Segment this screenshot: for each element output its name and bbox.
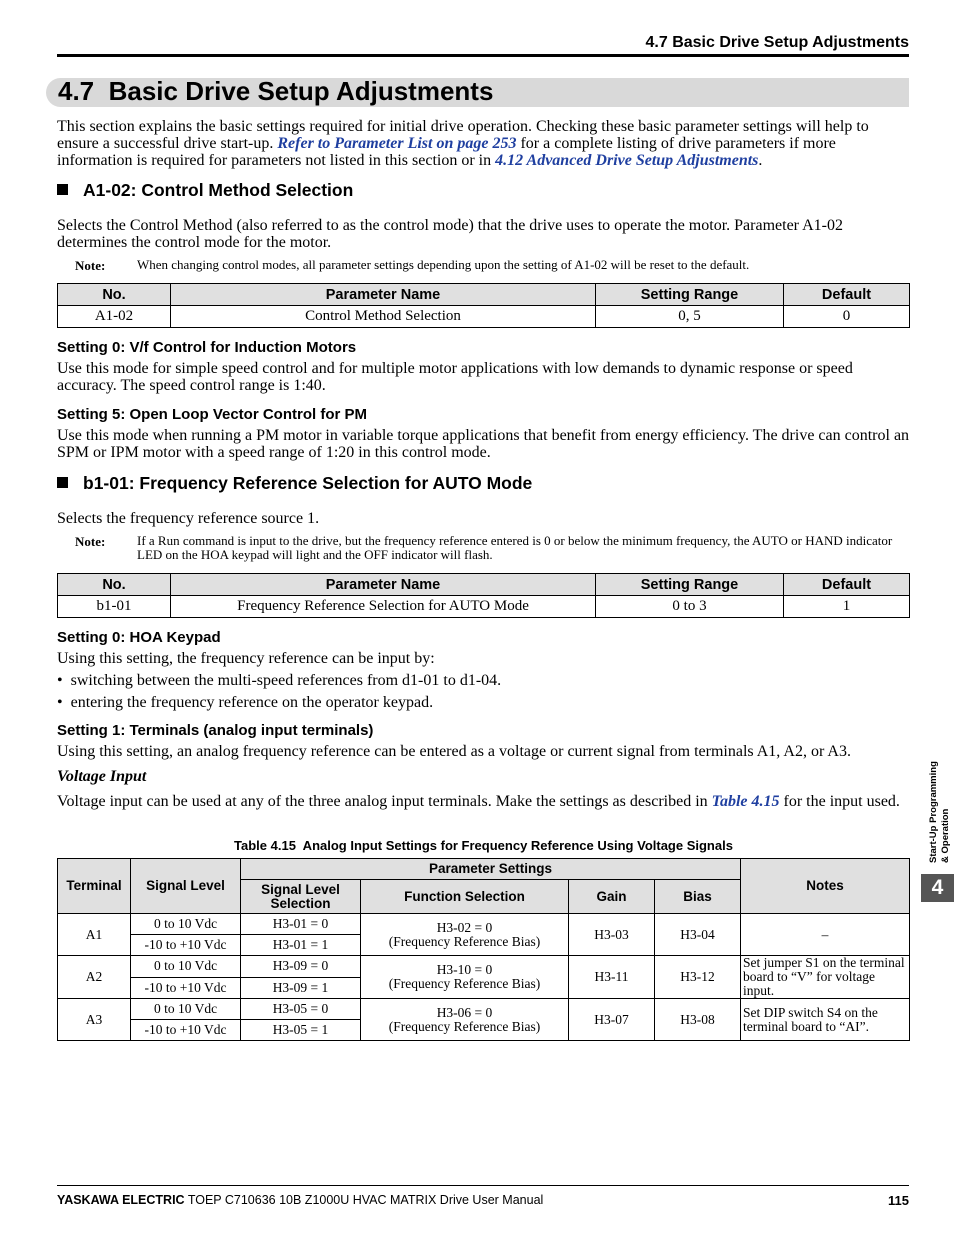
col-parameter-name: Parameter Name (171, 284, 596, 306)
cell-bias: H3-12 (655, 956, 741, 999)
cell-signal-level-selection: H3-09 = 0 (241, 956, 361, 978)
parameter-list-link[interactable]: Refer to Parameter List on page 253 (277, 135, 517, 152)
square-bullet-icon (57, 184, 68, 195)
cell-gain: H3-07 (569, 999, 655, 1041)
side-label-line-1: Start-Up Programming (928, 761, 939, 863)
b1-01-setting-1-heading: Setting 1: Terminals (analog input terminals) (57, 722, 374, 739)
col-terminal: Terminal (58, 859, 131, 914)
cell-function-selection: H3-02 = 0 (Frequency Reference Bias) (361, 914, 569, 956)
a1-02-note-label: Note: (75, 258, 106, 273)
cell-signal-level-selection: H3-01 = 1 (241, 935, 361, 956)
a1-02-body: Selects the Control Method (also referred to as the control mode) that the drive uses to operate the motor. Parameter A1-02 determines the control mode for the motor. (57, 217, 843, 251)
intro-text-1: This section explains the basic settings required for initial drive operation. Checking these basic parameter settings will help to ensure a successful drive start-up. (57, 118, 869, 152)
table-row (58, 999, 910, 1020)
voltage-input-heading: Voltage Input (57, 768, 147, 785)
running-header: 4.7 Basic Drive Setup Adjustments (645, 34, 909, 51)
b1-01-note-label: Note: (75, 534, 106, 549)
cell-notes: Set DIP switch S4 on the terminal board to “AI”. (741, 999, 910, 1041)
intro-paragraph (57, 118, 910, 169)
b1-01-setting-0-body: Using this setting, the frequency reference can be input by: (57, 650, 435, 667)
list-item: • switching between the multi-speed references from d1-01 to d1-04. (57, 672, 502, 689)
col-gain: Gain (569, 880, 655, 914)
cell-setting-range: 0, 5 (596, 306, 784, 328)
cell-bias: H3-08 (655, 999, 741, 1041)
b1-01-setting-1-body: Using this setting, an analog frequency reference can be entered as a voltage or current signal from terminals A1, A2, or A3. (57, 743, 851, 760)
chapter-tab[interactable]: 4 (921, 874, 954, 902)
col-default: Default (784, 284, 910, 306)
a1-02-parameter-table (57, 283, 910, 328)
footer-doc-title: TOEP C710636 10B Z1000U HVAC MATRIX Drive User Manual (184, 1193, 544, 1207)
table-row (58, 306, 910, 328)
cell-signal-level: 0 to 10 Vdc (131, 956, 241, 978)
col-parameter-name: Parameter Name (171, 574, 596, 596)
cell-parameter-name: Control Method Selection (171, 306, 596, 328)
cell-signal-level: 0 to 10 Vdc (131, 914, 241, 935)
col-no: No. (58, 284, 171, 306)
b1-01-setting-0-heading: Setting 0: HOA Keypad (57, 629, 221, 646)
cell-signal-level: 0 to 10 Vdc (131, 999, 241, 1020)
b1-01-parameter-table (57, 573, 910, 618)
cell-terminal: A1 (58, 914, 131, 956)
a1-02-setting-5-body: Use this mode when running a PM motor in variable torque applications that benefit from energy efficiency. The drive can control an SPM or IPM motor with a speed range of 1:20 in this control mode. (57, 427, 910, 461)
square-bullet-icon (57, 477, 68, 488)
intro-text-3: . (758, 152, 763, 169)
chapter-side-label (905, 735, 954, 865)
list-item: • entering the frequency reference on the operator keypad. (57, 694, 434, 711)
col-setting-range: Setting Range (596, 574, 784, 596)
cell-signal-level-selection: H3-05 = 1 (241, 1020, 361, 1041)
cell-no: A1-02 (58, 306, 171, 328)
col-signal-level-selection: Signal Level Selection (241, 880, 361, 914)
cell-gain: H3-11 (569, 956, 655, 999)
voltage-input-body: Voltage input can be used at any of the three analog input terminals. Make the settings as described in Table 4.15 for the input used. (57, 793, 900, 810)
cell-gain: H3-03 (569, 914, 655, 956)
cell-notes: Set jumper S1 on the terminal board to “V” for voltage input. (741, 956, 910, 999)
table-4-15 (57, 858, 910, 1041)
cell-default: 1 (784, 596, 910, 618)
cell-default: 0 (784, 306, 910, 328)
cell-parameter-name: Frequency Reference Selection for AUTO Mode (171, 596, 596, 618)
cell-terminal: A2 (58, 956, 131, 999)
cell-no: b1-01 (58, 596, 171, 618)
cell-signal-level-selection: H3-05 = 0 (241, 999, 361, 1020)
cell-terminal: A3 (58, 999, 131, 1041)
intro-text-2: for a complete listing of drive parameters if more information is required for parameters not listed in this section or in (57, 135, 836, 169)
table-row (58, 596, 910, 618)
cell-setting-range: 0 to 3 (596, 596, 784, 618)
a1-02-setting-5-heading: Setting 5: Open Loop Vector Control for PM (57, 406, 367, 423)
footer-brand: YASKAWA ELECTRIC (57, 1193, 185, 1207)
cell-function-selection: H3-06 = 0 (Frequency Reference Bias) (361, 999, 569, 1041)
b1-01-note: If a Run command is input to the drive, but the frequency reference entered is 0 or below the minimum frequency, the AUTO or HAND indicator LED on the HOA keypad will light and the OFF indicator will flash. (137, 533, 893, 562)
b1-01-body: Selects the frequency reference source 1. (57, 510, 320, 527)
a1-02-heading: A1-02: Control Method Selection (57, 180, 353, 201)
cell-signal-level-selection: H3-09 = 1 (241, 977, 361, 999)
table-row (58, 956, 910, 978)
section-title: 4.7 Basic Drive Setup Adjustments (58, 76, 494, 106)
table-4-15-link[interactable]: Table 4.15 (711, 793, 780, 810)
a1-02-setting-0-body: Use this mode for simple speed control and for multiple motor applications with low demands to dynamic response or speed accuracy. The speed control range is 1:40. (57, 360, 853, 394)
a1-02-setting-0-heading: Setting 0: V/f Control for Induction Motors (57, 339, 357, 356)
col-parameter-settings: Parameter Settings (241, 859, 741, 880)
cell-bias: H3-04 (655, 914, 741, 956)
col-function-selection: Function Selection (361, 880, 569, 914)
col-signal-level: Signal Level (131, 859, 241, 914)
footer-rule (57, 1185, 909, 1186)
side-label-line-2: & Operation (940, 808, 951, 863)
a1-02-note: When changing control modes, all parameter settings depending upon the setting of A1-02 will be reset to the default. (137, 257, 750, 272)
advanced-setup-link[interactable]: 4.12 Advanced Drive Setup Adjustments (495, 152, 759, 169)
b1-01-heading: b1-01: Frequency Reference Selection for AUTO Mode (57, 473, 532, 494)
col-setting-range: Setting Range (596, 284, 784, 306)
table-4-15-caption: Table 4.15 Analog Input Settings for Frequency Reference Using Voltage Signals (234, 838, 733, 853)
col-no: No. (58, 574, 171, 596)
cell-notes: – (741, 914, 910, 956)
footer-doc-info (57, 1193, 543, 1207)
header-rule (57, 54, 909, 57)
page-number: 115 (888, 1193, 909, 1208)
cell-signal-level: -10 to +10 Vdc (131, 1020, 241, 1041)
col-notes: Notes (741, 859, 910, 914)
cell-signal-level: -10 to +10 Vdc (131, 977, 241, 999)
col-default: Default (784, 574, 910, 596)
cell-signal-level-selection: H3-01 = 0 (241, 914, 361, 935)
table-row (58, 914, 910, 935)
cell-signal-level: -10 to +10 Vdc (131, 935, 241, 956)
cell-function-selection: H3-10 = 0 (Frequency Reference Bias) (361, 956, 569, 999)
col-bias: Bias (655, 880, 741, 914)
